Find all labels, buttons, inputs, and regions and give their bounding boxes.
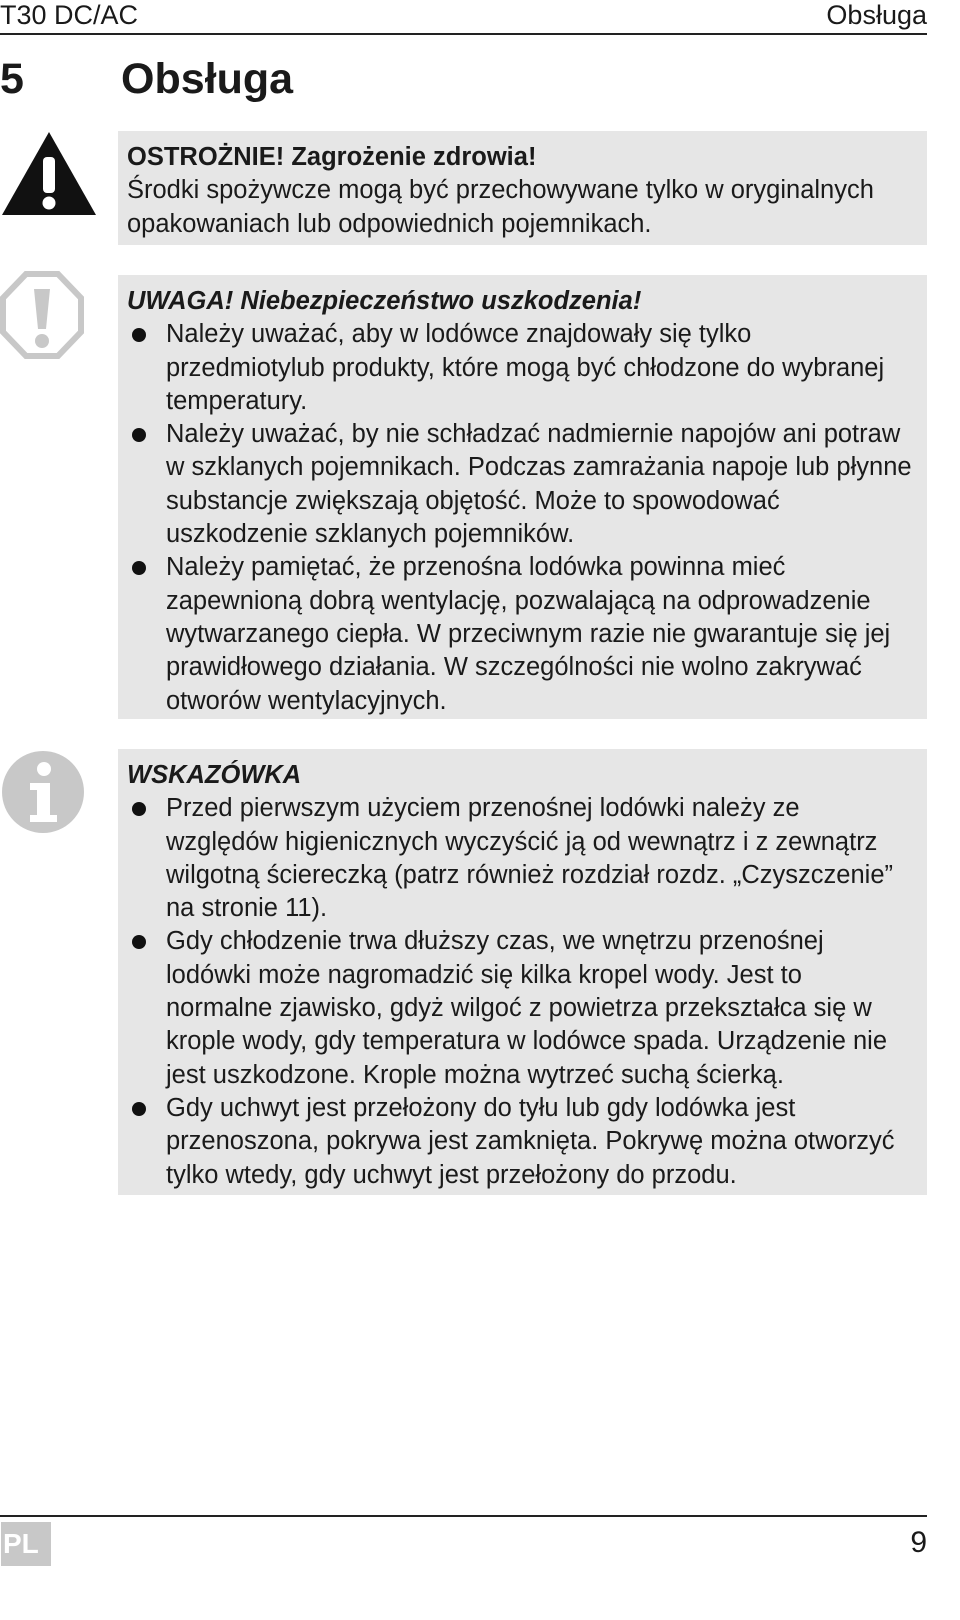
info-circle-icon — [0, 749, 86, 835]
bullet-icon — [132, 561, 146, 575]
notice-list — [127, 318, 915, 718]
info-heading: WSKAZÓWKA — [127, 761, 302, 789]
caution-heading: OSTROŻNIE! Zagrożenie zdrowia! — [127, 143, 537, 171]
page-header — [0, 0, 927, 35]
bullet-icon — [132, 428, 146, 442]
language-badge: PL — [1, 1522, 51, 1566]
list-item: Gdy uchwyt jest przełożony do tyłu lub gdy lodówka jest przenoszona, pokrywa jest zamknięta. Pokrywę można otworzyć tylko wtedy, gdy uchwyt jest przełożony do przodu. — [127, 1092, 915, 1192]
bullet-icon — [132, 802, 146, 816]
warning-triangle-icon — [0, 129, 98, 219]
header-section: Obsługa — [826, 0, 927, 30]
info-box — [118, 749, 927, 1195]
caution-text: Środki spożywcze mogą być przechowywane tylko w oryginalnych opakowaniach lub odpowiednich pojemnikach. — [127, 176, 874, 238]
bullet-icon — [132, 935, 146, 949]
header-model: T30 DC/AC — [0, 0, 139, 30]
list-item: Należy pamiętać, że przenośna lodówka powinna mieć zapewnioną dobrą wentylację, pozwalającą na odprowadzenie wytwarzanego ciepła. W przeciwnym razie nie gwarantuje się jej prawidłowego działania. W szczególności nie wolno zakrywać otworów wentylacyjnych. — [127, 551, 915, 717]
list-item: Przed pierwszym użyciem przenośnej lodówki należy ze względów higienicznych wyczyścić ją od wewnątrz i z zewnątrz wilgotną ściereczką (patrz również rozdział rozdz. „Czyszczenie” na stronie 11). — [127, 792, 915, 925]
notice-heading: UWAGA! Niebezpieczeństwo uszkodzenia! — [127, 287, 642, 315]
bullet-icon — [132, 328, 146, 342]
list-item: Należy uważać, aby w lodówce znajdowały się tylko przedmiotylub produkty, które mogą być chłodzone do wybranej temperatury. — [127, 318, 915, 418]
page-footer — [0, 1515, 927, 1620]
notice-box — [118, 275, 927, 719]
exclamation-octagon-icon — [0, 271, 84, 359]
bullet-icon — [132, 1102, 146, 1116]
chapter-number: 5 — [0, 55, 24, 103]
list-item: Gdy chłodzenie trwa dłuższy czas, we wnętrzu przenośnej lodówki może nagromadzić się kilka kropel wody. Jest to normalne zjawisko, gdyż wilgoć z powietrza przekształca się w krople wody, gdy temperatura w lodówce spada. Urządzenie nie jest uszkodzone. Krople można wytrzeć suchą ścierką. — [127, 925, 915, 1091]
list-item: Należy uważać, by nie schładzać nadmiernie napojów ani potraw w szklanych pojemnikach. Podczas zamrażania napoje lub płynne substancje zwiększają objętość. Może to spowodować uszkodzenie szklanych pojemników. — [127, 418, 915, 551]
page-number: 9 — [910, 1526, 927, 1559]
chapter-title: Obsługa — [121, 55, 294, 103]
caution-box — [118, 131, 927, 245]
info-list — [127, 792, 915, 1192]
